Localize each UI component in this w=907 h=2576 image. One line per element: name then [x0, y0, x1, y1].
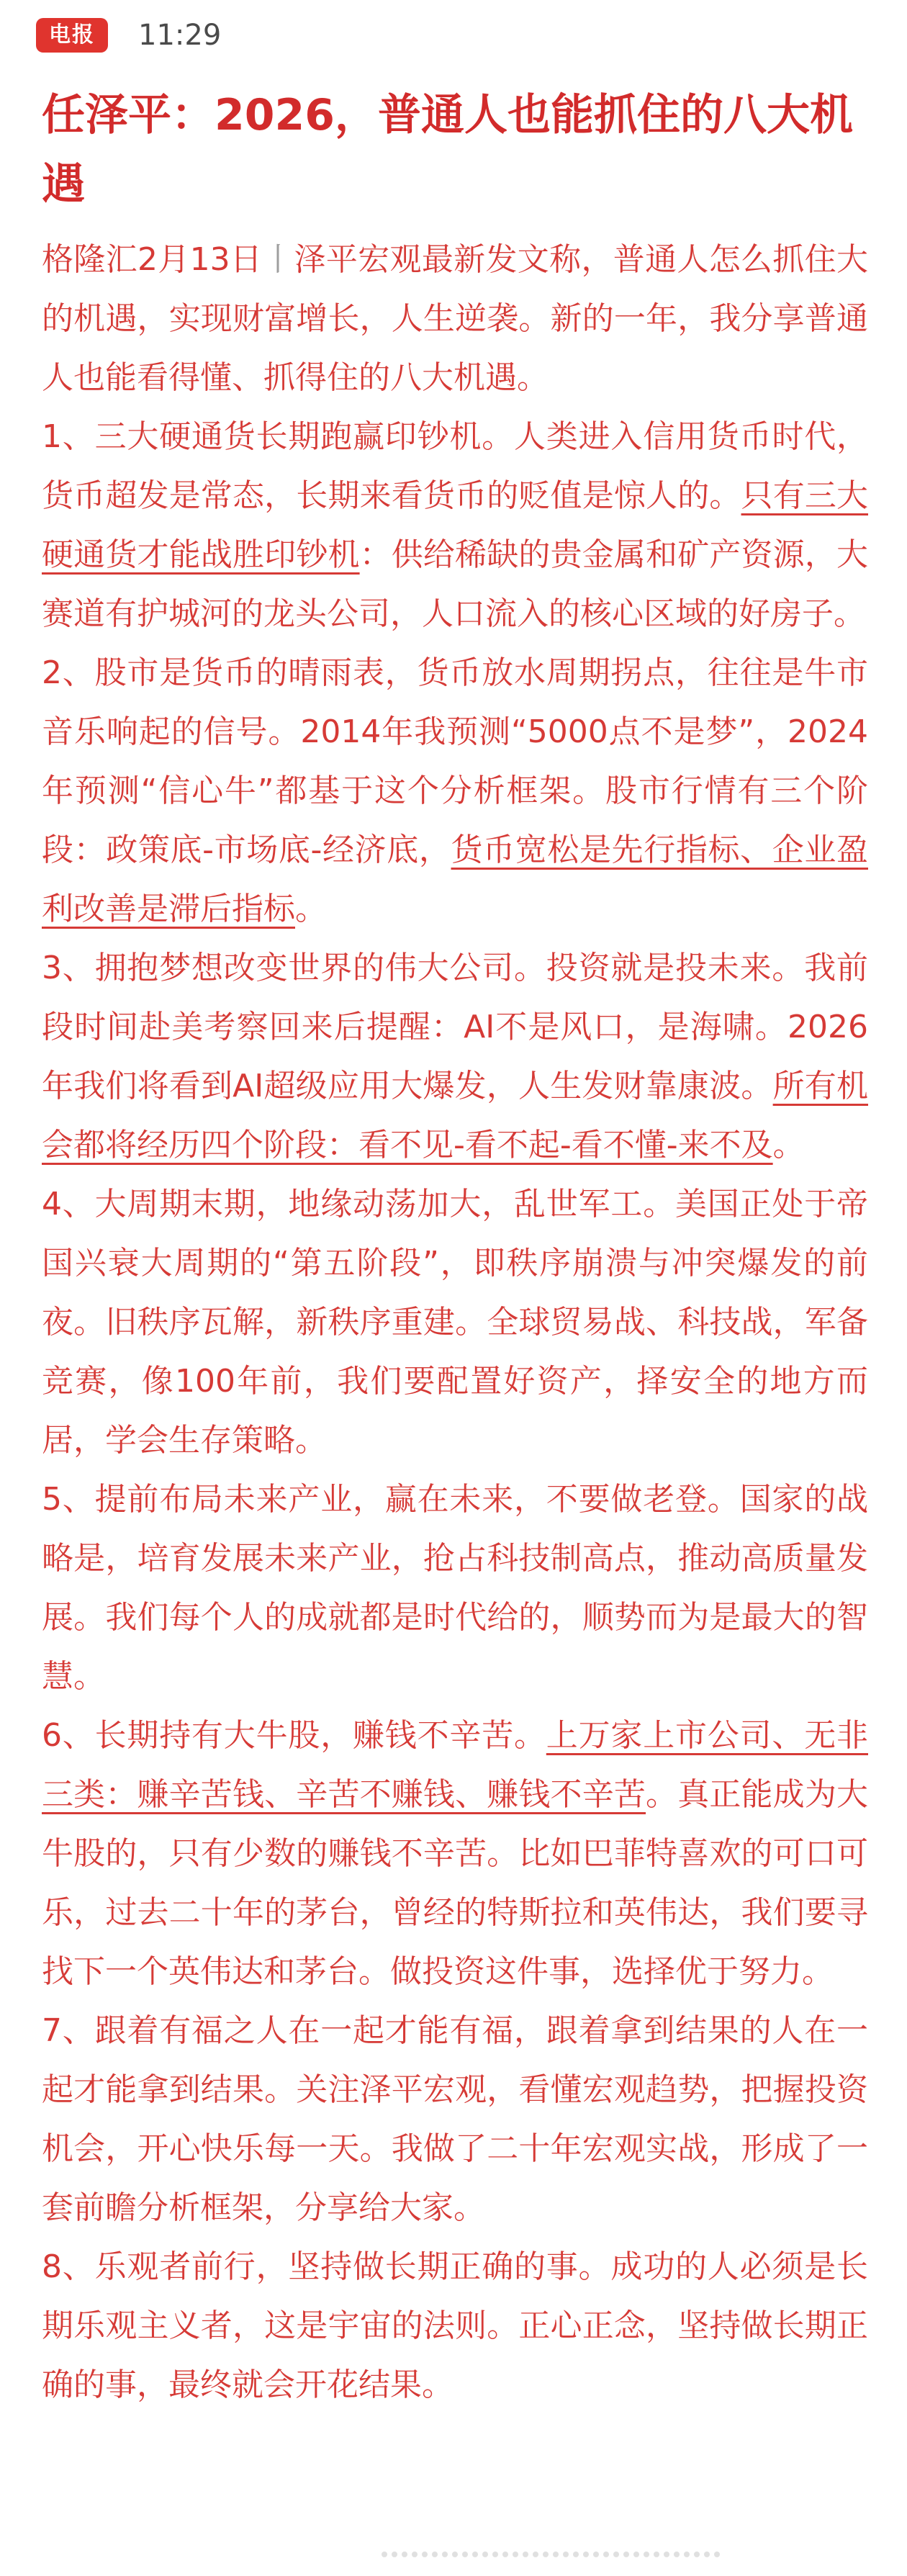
divider-dot [623, 2552, 629, 2557]
status-row [36, 12, 221, 59]
divider-dot [422, 2552, 428, 2557]
paragraph-2-text: 2、股市是货币的晴雨表，货币放水周期拐点，往往是牛市音乐响起的信号。2014年我预测“5000点不是梦”，2024年预测“信心牛”都基于这个分析框架。股市行情有三个阶段：政策底-市场底-经济底， [42, 654, 868, 868]
paragraph-6-tail: 。真正能成为大牛股的，只有少数的赚钱不辛苦。比如巴菲特喜欢的可口可乐，过去二十年的茅台，曾经的特斯拉和英伟达，我们要寻找下一个英伟达和茅台。做投资这件事，选择优于努力。 [42, 1776, 869, 1990]
divider-dot [684, 2552, 690, 2557]
divider-dot [583, 2552, 589, 2557]
lead-text: 泽平宏观最新发文称，普通人怎么抓住大的机遇，实现财富增长，人生逆袭。新的一年，我分享普通人也能看得懂、抓得住的八大机遇。 [42, 241, 869, 396]
divider-dot [523, 2552, 528, 2557]
divider-dot [402, 2552, 407, 2557]
divider-dot [613, 2552, 619, 2557]
divider-dot [472, 2552, 478, 2557]
divider-dot [573, 2552, 579, 2557]
paragraph-6 [42, 1706, 868, 2001]
paragraph-1 [42, 407, 868, 644]
paragraph-1-text: 1、三大硬通货长期跑赢印钞机。人类进入信用货币时代，货币超发是常态，长期来看货币的贬值是惊人的。 [42, 418, 868, 514]
divider-dot [603, 2552, 609, 2557]
divider-dot [553, 2552, 559, 2557]
paragraph-7: 7、跟着有福之人在一起才能有福，跟着拿到结果的人在一起才能拿到结果。关注泽平宏观，看懂宏观趋势，把握投资机会，开心快乐每一天。我做了二十年宏观实战，形成了一套前瞻分析框架，分享给大家。 [42, 2012, 868, 2226]
divider-dot [714, 2552, 720, 2557]
paragraph-3-tail: 。 [772, 1127, 805, 1163]
divider-dot [513, 2552, 518, 2557]
lead-paragraph [42, 230, 868, 407]
divider-dot [664, 2552, 669, 2557]
divider-dot [482, 2552, 488, 2557]
divider-dot [644, 2552, 649, 2557]
divider-dot [633, 2552, 639, 2557]
lead-separator: 丨 [262, 241, 294, 278]
divider-dot [442, 2552, 448, 2557]
divider-dot [593, 2552, 599, 2557]
divider-dot [382, 2552, 387, 2557]
divider-dot [704, 2552, 710, 2557]
paragraph-6-text: 6、长期持有大牛股，赚钱不辛苦。 [42, 1717, 546, 1754]
paragraph-2-underline: 货币宽松是先行指标、企业盈利改善是滞后指标 [42, 832, 868, 927]
divider-dot [452, 2552, 458, 2557]
divider-dot [563, 2552, 569, 2557]
paragraph-3-text: 3、拥抱梦想改变世界的伟大公司。投资就是投未来。我前段时间赴美考察回来后提醒：AI不是风口，是海啸。2026年我们将看到AI超级应用大爆发，人生发财靠康波。 [42, 950, 868, 1104]
paragraph-5: 5、提前布局未来产业，赢在未来，不要做老登。国家的战略是，培育发展未来产业，抢占科技制高点，推动高质量发展。我们每个人的成就都是时代给的，顺势而为是最大的智慧。 [42, 1481, 868, 1695]
bottom-dotted-divider [0, 2546, 907, 2564]
paragraph-4: 4、大周期末期，地缘动荡加大，乱世军工。美国正处于帝国兴衰大周期的“第五阶段”，即秩序崩溃与冲突爆发的前夜。旧秩序瓦解，新秩序重建。全球贸易战、科技战，军备竞赛，像100年前，我们要配置好资产，择安全的地方而居，学会生存策略。 [42, 1186, 868, 1459]
paragraph-6-underline: 上万家上市公司、无非三类：赚辛苦钱、辛苦不赚钱、赚钱不辛苦 [42, 1717, 868, 1813]
divider-dot [462, 2552, 468, 2557]
publish-time: 11:29 [138, 19, 222, 52]
divider-dot [654, 2552, 659, 2557]
divider-dot [694, 2552, 700, 2557]
divider-dot [502, 2552, 508, 2557]
article-body [42, 230, 868, 2415]
paragraph-2 [42, 644, 868, 939]
divider-dot [432, 2552, 438, 2557]
paragraph-2-tail: 。 [295, 891, 327, 927]
divider-dot [533, 2552, 538, 2557]
telegraph-badge: 电报 [36, 18, 108, 53]
divider-dot [492, 2552, 498, 2557]
paragraph-3 [42, 939, 868, 1175]
divider-dot [543, 2552, 549, 2557]
article-title: 任泽平：2026，普通人也能抓住的八大机遇 [42, 90, 853, 210]
paragraph-8: 8、乐观者前行，坚持做长期正确的事。成功的人必须是长期乐观主义者，这是宇宙的法则。正心正念，坚持做长期正确的事，最终就会开花结果。 [42, 2248, 868, 2403]
divider-dot [412, 2552, 418, 2557]
paragraph-1-tail: ：供给稀缺的贵金属和矿产资源，大赛道有护城河的龙头公司，人口流入的核心区域的好房子。 [42, 536, 869, 632]
divider-dot [674, 2552, 680, 2557]
paragraph-1-underline: 只有三大硬通货才能战胜印钞机 [42, 477, 869, 573]
lead-source: 格隆汇2月13日 [42, 241, 263, 278]
paragraph-3-underline: 所有机会都将经历四个阶段：看不见-看不起-看不懂-来不及 [42, 1068, 869, 1163]
divider-dot [392, 2552, 397, 2557]
